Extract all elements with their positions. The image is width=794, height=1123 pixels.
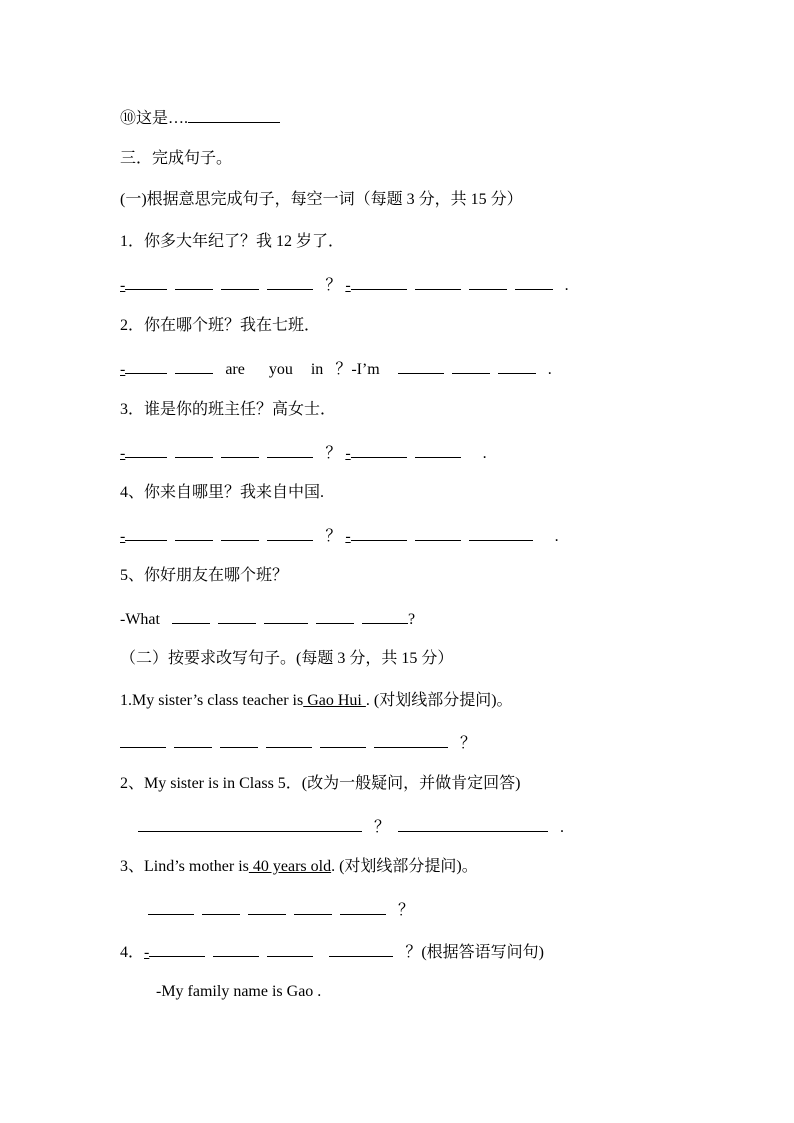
r2-answer-row (138, 816, 564, 838)
question-mark: ？ (325, 528, 342, 545)
dash: - (345, 277, 351, 294)
dash: - (345, 445, 351, 462)
answer-blank[interactable] (452, 358, 490, 374)
q3-answer-row (120, 442, 487, 464)
answer-blank[interactable] (218, 608, 256, 624)
answer-blank[interactable] (267, 525, 313, 541)
r3-answer-row (148, 899, 414, 921)
r3-underlined: 40 years old (248, 858, 332, 875)
r1-answer-row (120, 732, 476, 754)
q2-prompt: 2．你在哪个班？我在七班． (120, 317, 321, 334)
dash: - (144, 944, 150, 961)
answer-blank[interactable] (398, 816, 548, 832)
period: . (564, 277, 569, 294)
item-10 (120, 107, 288, 129)
answer-blank[interactable] (221, 274, 259, 290)
period: . (482, 445, 487, 462)
section-3-title: 三．完成句子。 (120, 150, 233, 167)
answer-blank[interactable] (221, 442, 259, 458)
answer-blank[interactable] (148, 899, 194, 915)
question-mark: ？ (398, 902, 415, 919)
answer-blank[interactable] (340, 899, 386, 915)
r1-underlined: Gao Hui (303, 692, 366, 709)
answer-blank[interactable] (320, 732, 366, 748)
question-mark: ？-I’m (335, 361, 380, 378)
r4-number: 4． (120, 944, 145, 961)
q1-answer-row (120, 274, 569, 296)
q4-prompt: 4、你来自哪里？我来自中国. (120, 484, 325, 501)
answer-blank[interactable] (267, 442, 313, 458)
answer-blank[interactable] (120, 732, 166, 748)
question-mark: ？ (374, 819, 391, 836)
question-mark: ? (407, 611, 416, 628)
dash: - (120, 445, 126, 462)
q5-prompt: 5、你好朋友在哪个班？ (120, 567, 289, 584)
period: . (560, 819, 565, 836)
r3-text-after: . (对划线部分提问)。 (331, 858, 478, 875)
answer-blank[interactable] (515, 274, 553, 290)
word-in: in (310, 361, 324, 378)
dash: - (120, 361, 126, 378)
period: . (554, 528, 559, 545)
answer-blank[interactable] (174, 732, 212, 748)
r1-text-after: . (对划线部分提问)。 (365, 692, 513, 709)
answer-blank[interactable] (220, 732, 258, 748)
answer-blank[interactable] (149, 941, 205, 957)
answer-blank[interactable] (202, 899, 240, 915)
answer-blank[interactable] (294, 899, 332, 915)
answer-blank[interactable] (498, 358, 536, 374)
r2-prompt: 2、My sister is in Class 5．(改为一般疑问，并做肯定回答) (120, 775, 521, 792)
answer-blank[interactable] (175, 442, 213, 458)
answer-blank[interactable] (415, 442, 461, 458)
q2-answer-row (120, 358, 552, 380)
answer-blank[interactable] (351, 442, 407, 458)
q1-prompt: 1．你多大年纪了？我 12 岁了． (120, 233, 345, 250)
answer-blank[interactable] (125, 442, 167, 458)
answer-blank[interactable] (175, 274, 213, 290)
answer-blank[interactable] (213, 941, 259, 957)
answer-blank[interactable] (415, 274, 461, 290)
answer-blank[interactable] (351, 274, 407, 290)
r3-text-before: 3、Lind’s mother is (120, 858, 249, 875)
answer-blank[interactable] (469, 274, 507, 290)
period: . (547, 361, 552, 378)
part-2-instructions: （二）按要求改写句子。(每题 3 分，共 15 分） (120, 650, 454, 667)
answer-blank[interactable] (374, 732, 448, 748)
r3-prompt (120, 857, 478, 877)
answer-blank[interactable] (172, 608, 210, 624)
answer-blank[interactable] (362, 608, 408, 624)
answer-blank[interactable] (469, 525, 533, 541)
answer-blank[interactable] (316, 608, 354, 624)
question-mark: ？ (325, 445, 342, 462)
answer-blank[interactable] (267, 274, 313, 290)
answer-blank[interactable] (125, 525, 167, 541)
word-are: are (225, 361, 245, 378)
answer-blank[interactable] (267, 941, 313, 957)
q5-answer-row (120, 608, 415, 630)
word-what: -What (120, 611, 160, 628)
answer-blank[interactable] (264, 608, 308, 624)
dash: - (120, 528, 126, 545)
question-mark: ？ (460, 735, 477, 752)
answer-blank[interactable] (221, 525, 259, 541)
r4-given-answer: -My family name is Gao . (156, 983, 322, 1000)
q4-answer-row (120, 525, 559, 547)
answer-blank[interactable] (138, 816, 362, 832)
question-mark: ？ (325, 277, 342, 294)
dash: - (120, 277, 126, 294)
word-you: you (268, 361, 293, 378)
answer-blank[interactable] (175, 525, 213, 541)
r1-text-before: 1.My sister’s class teacher is (120, 692, 304, 709)
answer-blank[interactable] (125, 274, 167, 290)
answer-blank[interactable] (398, 358, 444, 374)
r1-prompt (120, 691, 513, 711)
item-10-prefix: ⑩这是…. (120, 110, 189, 127)
answer-blank[interactable] (351, 525, 407, 541)
answer-blank[interactable] (266, 732, 312, 748)
answer-blank[interactable] (248, 899, 286, 915)
r4-instruction: ？(根据答语写问句) (405, 944, 545, 961)
part-1-instructions: (一)根据意思完成句子，每空一词（每题 3 分，共 15 分） (120, 191, 523, 208)
answer-blank[interactable] (415, 525, 461, 541)
dash: - (345, 528, 351, 545)
answer-blank[interactable] (175, 358, 213, 374)
answer-blank[interactable] (329, 941, 393, 957)
answer-blank[interactable] (188, 107, 280, 123)
r4-row (120, 941, 544, 963)
q3-prompt: 3．谁是你的班主任？高女士． (120, 401, 337, 418)
answer-blank[interactable] (125, 358, 167, 374)
